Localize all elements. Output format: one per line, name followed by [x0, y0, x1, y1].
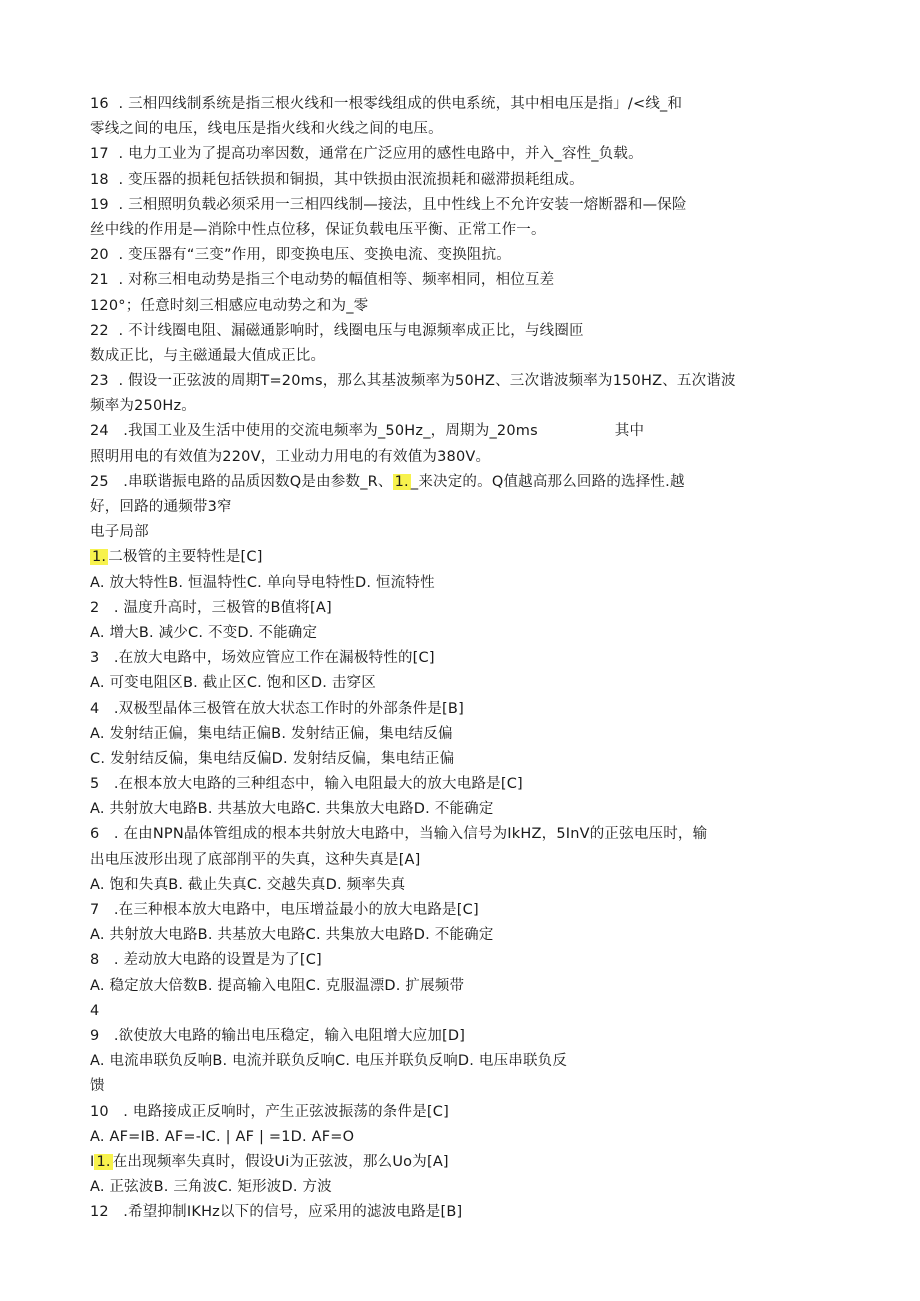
- text-line: 2 . 温度升高时，三极管的B值将[A]: [90, 599, 332, 616]
- text-line: 丝中线的作用是—消除中性点位移，保证负载电压平衡、正常工作一。: [90, 221, 546, 238]
- text-line: 4 .双极型晶体三极管在放大状态工作时的外部条件是[B]: [90, 700, 464, 717]
- highlighted-text: 1.: [394, 473, 409, 490]
- text-line: A. 共射放大电路B. 共基放大电路C. 共集放大电路D. 不能确定: [90, 801, 494, 818]
- text-line: 24 .我国工业及生活中使用的交流电频率为_50Hz_，周期为_20ms 其中: [90, 423, 645, 440]
- text-line: 频率为250Hz。: [90, 398, 196, 415]
- text-line: 8 . 差动放大电路的设置是为了[C]: [90, 952, 322, 969]
- text-line: 7 .在三种根本放大电路中，电压增益最小的放大电路是[C]: [90, 902, 479, 918]
- text-line: 馈: [90, 1078, 105, 1095]
- text-line: 21 . 对称三相电动势是指三个电动势的幅值相等、频率相同，相位互差: [90, 272, 555, 289]
- text-line: 零线之间的电压，线电压是指火线和火线之间的电压。: [90, 121, 443, 138]
- text-line: A. 电流串联负反响B. 电流并联负反响C. 电压并联负反响D. 电压串联负反: [90, 1053, 568, 1070]
- text-line: [90, 470, 730, 495]
- text-line: 电子局部: [90, 524, 149, 541]
- text-line: 16 . 三相四线制系统是指三根火线和一根零线组成的供电系统，其中相电压是指」/<线_和: [90, 96, 683, 112]
- text-line: 3 .在放大电路中，场效应管应工作在漏极特性的[C]: [90, 650, 435, 667]
- text-line: A. 饱和失真B. 截止失真C. 交越失真D. 频率失真: [90, 876, 406, 893]
- text-line: 9 .欲使放大电路的输出电压稳定，输入电阻增大应加[D]: [90, 1027, 466, 1044]
- line-text: 二极管的主要特性是[C]: [108, 549, 263, 566]
- text-line: 照明用电的有效值为220V，工业动力用电的有效值为380V。: [90, 448, 491, 465]
- line-text: 25 .串联谐振电路的品质因数Q是由参数_R、: [90, 473, 393, 490]
- line-text: 在出现频率失真时，假设Ui为正弦波，那么Uo为[A]: [112, 1153, 449, 1170]
- highlighted-text: 1.: [96, 1153, 111, 1170]
- text-line: 4: [90, 1002, 100, 1019]
- text-line: A. 放大特性B. 恒温特性C. 单向导电特性D. 恒流特性: [90, 574, 435, 591]
- text-line: A. 正弦波B. 三角波C. 矩形波D. 方波: [90, 1179, 332, 1196]
- line-text: I: [90, 1153, 95, 1170]
- text-line: 出电压波形出现了底部削平的失真，这种失真是[A]: [90, 851, 421, 868]
- text-line: 数成正比，与主磁通最大值成正比。: [90, 347, 326, 364]
- text-line: A. 稳定放大倍数B. 提高输入电阻C. 克服温漂D. 扩展频带: [90, 977, 465, 994]
- text-line: 19 . 三相照明负载必须采用一三相四线制—接法，且中性线上不允许安装一熔断器和—保险: [90, 196, 687, 213]
- text-line: [90, 1150, 730, 1175]
- document-body: [90, 92, 736, 1225]
- text-line: 22 . 不计线圈电阻、漏磁通影响时，线圈电压与电源频率成正比，与线圈匝: [90, 322, 584, 339]
- line-text: _来决定的。Q值越高那么回路的选择性.越: [410, 473, 685, 490]
- text-line: 12 .希望抑制IKHz以下的信号，应采用的滤波电路是[B]: [90, 1204, 463, 1221]
- text-line: 17 . 电力工业为了提高功率因数，通常在广泛应用的感性电路中，并入_容性_负载。: [90, 146, 643, 163]
- text-line: A. 共射放大电路B. 共基放大电路C. 共集放大电路D. 不能确定: [90, 927, 494, 944]
- text-line: 23 . 假设一正弦波的周期T=20ms，那么其基波频率为50HZ、三次谐波频率为150HZ、五次谐波: [90, 373, 736, 390]
- highlighted-text: 1.: [92, 549, 107, 566]
- text-line: 20 . 变压器有“三变”作用，即变换电压、变换电流、变换阻抗。: [90, 247, 512, 264]
- text-line: A. 发射结正偏，集电结正偏B. 发射结正偏，集电结反偏: [90, 725, 453, 742]
- text-line: A. AF=IB. AF=-IC. | AF | =1D. AF=O: [90, 1128, 355, 1145]
- text-line: C. 发射结反偏，集电结反偏D. 发射结反偏，集电结正偏: [90, 750, 455, 767]
- text-line: 120°；任意时刻三相感应电动势之和为_零: [90, 297, 369, 314]
- text-line: 好，回路的通频带3窄: [90, 499, 232, 515]
- text-line: 10 . 电路接成正反响时，产生正弦波振荡的条件是[C]: [90, 1103, 449, 1120]
- text-line: [90, 545, 730, 570]
- text-line: 18 . 变压器的损耗包括铁损和铜损，其中铁损由泯流损耗和磁滞损耗组成。: [90, 171, 584, 188]
- text-line: A. 增大B. 减少C. 不变D. 不能确定: [90, 624, 318, 641]
- text-line: A. 可变电阻区B. 截止区C. 饱和区D. 击穿区: [90, 675, 376, 692]
- text-line: 5 .在根本放大电路的三种组态中，输入电阻最大的放大电路是[C]: [90, 776, 523, 793]
- text-line: 6 . 在由NPN晶体管组成的根本共射放大电路中，当输入信号为IkHZ，5InV的正弦电压时，输: [90, 826, 708, 843]
